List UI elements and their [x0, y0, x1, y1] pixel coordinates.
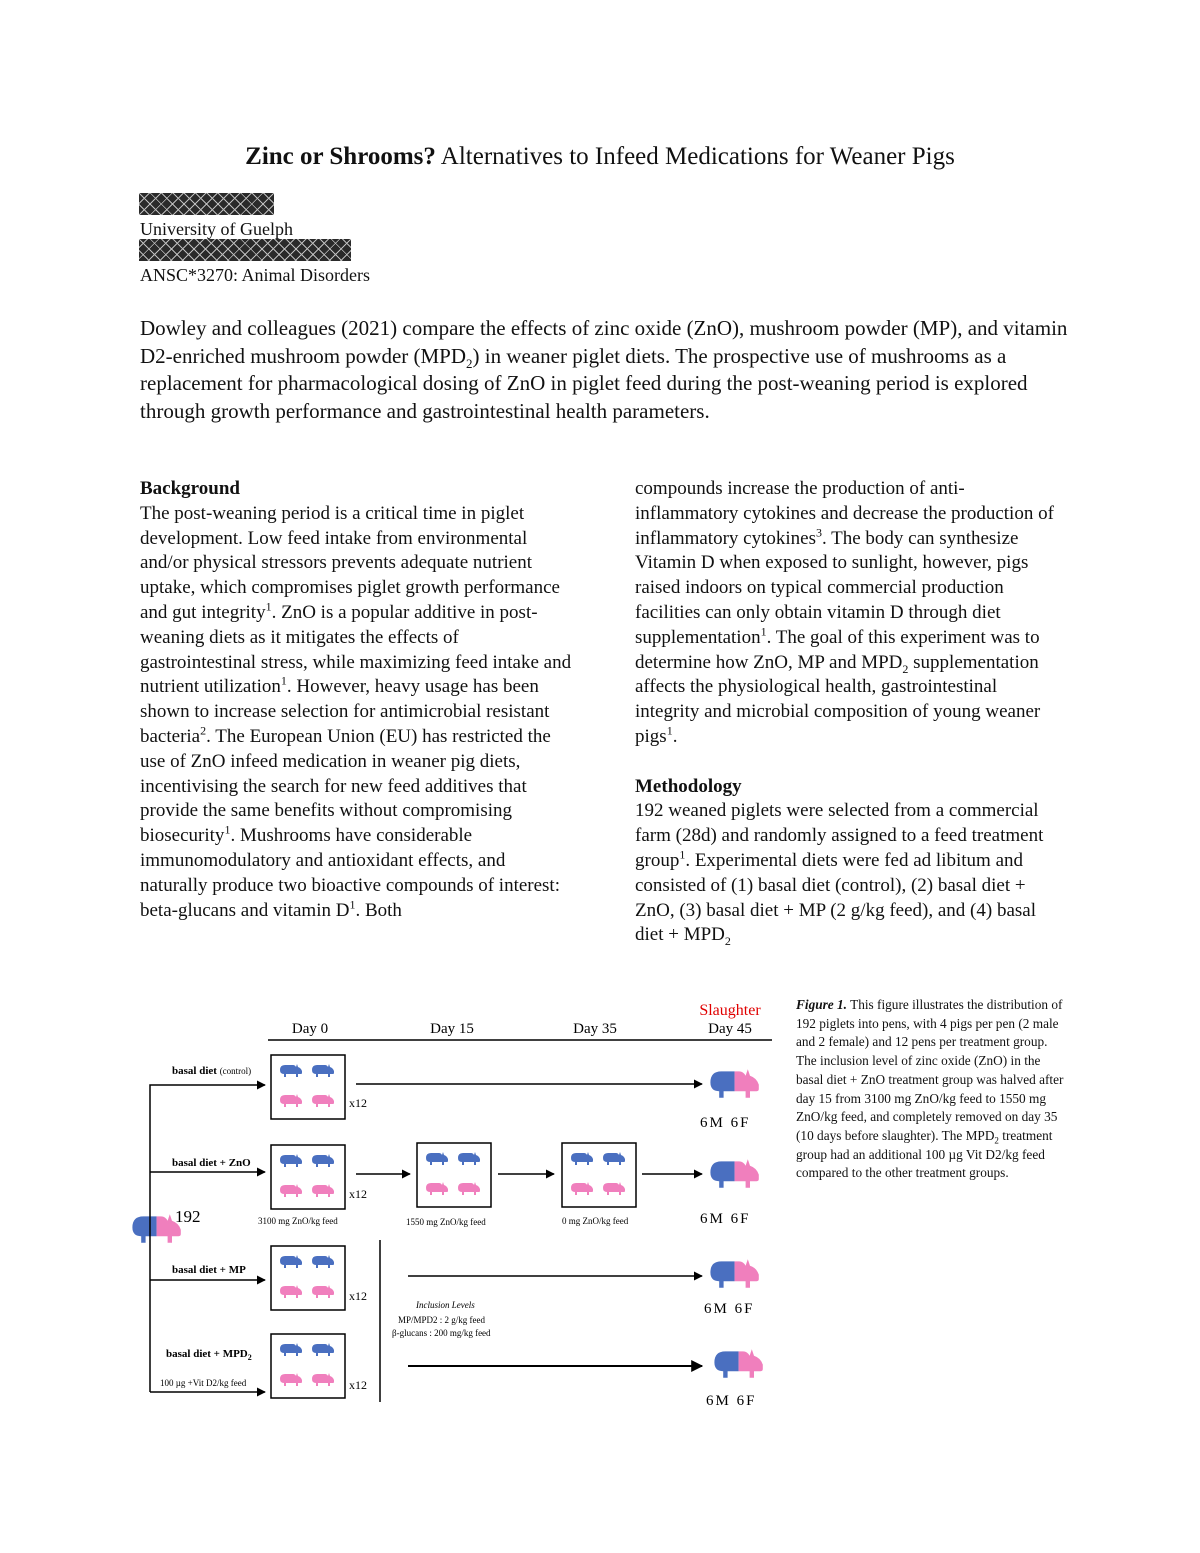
pen-control [271, 1055, 345, 1119]
slaughter-label: Slaughter [699, 1002, 761, 1019]
inclusion-bglucan: β-glucans : 200 mg/kg feed [392, 1328, 491, 1338]
inclusion-title: Inclusion Levels [416, 1300, 475, 1310]
day-15-label: Day 15 [430, 1021, 474, 1037]
university-name: University of Guelph [140, 219, 293, 239]
day-45-label: Day 45 [708, 1021, 752, 1037]
total-piglets-label: 192 [175, 1207, 201, 1226]
methodology-heading: Methodology [635, 775, 742, 797]
outcome-mp: 6M 6F [704, 1301, 755, 1317]
mpd-dose-label: 100 µg +Vit D2/kg feed [160, 1378, 247, 1388]
document-title [0, 143, 1200, 171]
pen-mp [271, 1246, 345, 1310]
pen-count-zno: x12 [349, 1187, 367, 1201]
pen-zno-day15 [417, 1143, 491, 1207]
group-label-mp: basal diet + MP [172, 1264, 246, 1276]
intro-paragraph: Dowley and colleagues (2021) compare the effects of zinc oxide (ZnO), mushroom powder (MP), and vitamin D2-enriched mushroom powder $(MPD_2)$ in weaner piglet diets. The prospective use of mushrooms as a replacement for pharmacological dosing of ZnO in piglet feed during the post-weaning period is explored through growth performance and gastrointestinal health parameters. [140, 316, 1068, 423]
outcome-mpd: 6M 6F [706, 1393, 757, 1409]
zno-level-day0: 3100 mg ZnO/kg feed [258, 1216, 338, 1226]
title-rest: Alternatives to Infeed Medications for Weaner Pigs [435, 143, 955, 170]
figure-caption: Figure 1. This figure illustrates the distribution of 192 piglets into pens, with 4 pigs per pen (2 male and 2 female) and 12 pens per treatment group. The inclusion level of zinc oxide (ZnO) in the basal diet + ZnO treatment group was halved after day 15 from 3100 mg ZnO/kg feed to 1550 mg ZnO/kg feed, and completely removed on day 35 (10 days before slaughter). The $MPD_2$ treatment group had an additional 100 µg Vit D2/kg feed compared to the other treatment groups. [796, 997, 1064, 1181]
outcome-zno: 6M 6F [700, 1211, 751, 1227]
background-paragraph: The post-weaning period is a critical time in piglet development. Low feed intake from environmental and/or physical stressors prevents adequate nutrient uptake, which compromises piglet growth performance and gut integrity$^1$. ZnO is a popular additive in post-weaning diets as it mitigates the effects of gastrointestinal stress, while maximizing feed intake and nutrient utilization$^1$. However, heavy usage has been shown to increase selection for antimicrobial resistant bacteria$^2$. The European Union (EU) has restricted the use of ZnO infeed medication in weaner pig diets, incentivising the search for new feed additives that provide the same benefits without compromising biosecurity$^1$. Mushrooms have considerable immunomodulatory and antioxidant effects, and naturally produce two bioactive compounds of interest: beta-glucans and vitamin $D^1$. Both [140, 502, 572, 921]
day-0-label: Day 0 [291, 1021, 329, 1037]
course-name: ANSC*3270: Animal Disorders [140, 265, 371, 285]
redacted-author-name [139, 193, 274, 215]
background-continued: compounds increase the production of anti-inflammatory cytokines and decrease the production of inflammatory cytokines$^3$. The body can synthesize Vitamin D when exposed to sunlight, however, pigs raised indoors on typical commercial production facilities can only obtain vitamin D through diet supplementation$^1$. The goal of this experiment was to determine how ZnO, MP and $MPD_2$ supplementation affects the physiological health, gastrointestinal integrity and microbial composition of young weaner pigs$^1$. [635, 478, 1054, 747]
redacted-student-id [139, 239, 351, 261]
experiment-design-figure [120, 990, 780, 1420]
pen-count-mpd: x12 [349, 1378, 367, 1392]
pen-zno-day35 [562, 1143, 636, 1207]
inclusion-mp: MP/MPD2 : 2 g/kg feed [398, 1315, 486, 1325]
background-section [140, 477, 572, 923]
zno-level-day15: 1550 mg ZnO/kg feed [406, 1217, 486, 1227]
group-label-control: basal diet (control) [172, 1065, 252, 1077]
title-bold: Zinc or Shrooms? [245, 143, 436, 170]
branch-arrow-control [150, 1085, 265, 1208]
group-label-zno: basal diet + ZnO [172, 1157, 251, 1169]
outcome-control: 6M 6F [700, 1115, 751, 1131]
background-heading: Background [140, 478, 240, 499]
day-35-label: Day 35 [573, 1021, 617, 1037]
pen-zno-day0 [271, 1145, 345, 1209]
slaughter-pig-control-icon [710, 1069, 758, 1098]
group-label-mpd: basal diet + $MPD_2$ [166, 1348, 252, 1362]
caption-label: Figure 1. [796, 997, 847, 1012]
pen-count-control: x12 [349, 1096, 367, 1110]
pen-count-mp: x12 [349, 1289, 367, 1303]
right-column [635, 477, 1065, 948]
slaughter-pig-mp-icon [710, 1259, 758, 1288]
origin-pig-icon [132, 1214, 180, 1243]
zno-level-day35: 0 mg ZnO/kg feed [562, 1216, 629, 1226]
slaughter-pig-zno-icon [710, 1159, 758, 1188]
pen-mpd [271, 1334, 345, 1398]
slaughter-pig-mpd-icon [714, 1349, 762, 1378]
methodology-paragraph: 192 weaned piglets were selected from a commercial farm (28d) and randomly assigned to a feed treatment group$^1$. Experimental diets were fed ad libitum and consisted of (1) basal diet (control), (2) basal diet + ZnO, (3) basal diet + MP (2 g/kg feed), and (4) basal diet + $MPD_2$ [635, 800, 1044, 949]
